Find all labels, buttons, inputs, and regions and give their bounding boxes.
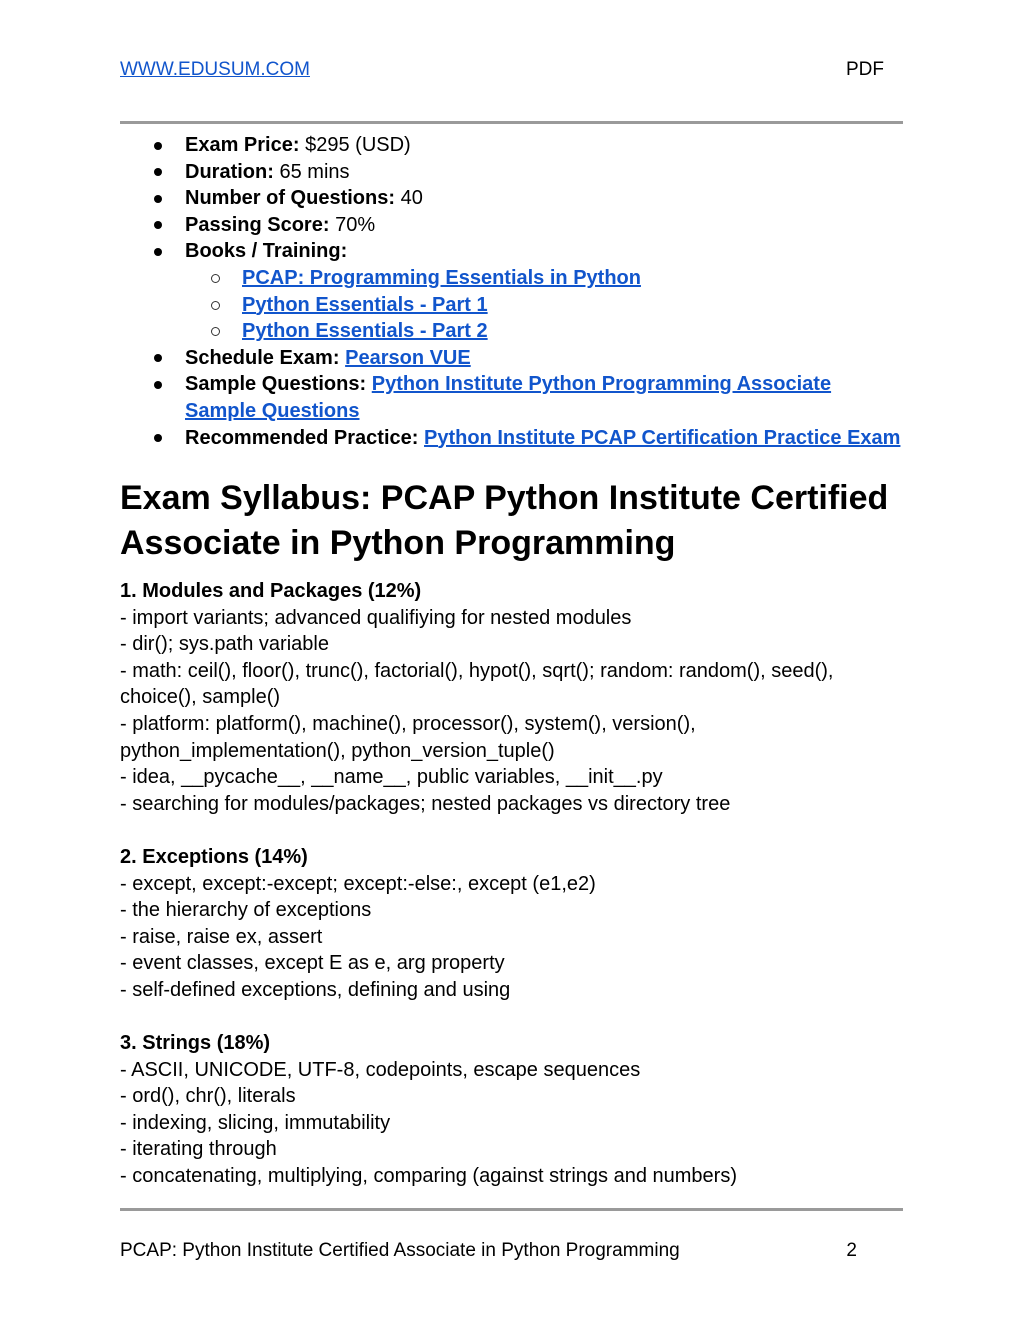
syllabus-line: - dir(); sys.path variable [120,633,329,656]
page-footer [120,1238,903,1264]
syllabus-line: - except, except:-except; except:-else:, except (e1,e2) [120,872,596,895]
bullet-icon [154,221,162,229]
section-title: 1. Modules and Packages (12%) [120,580,422,602]
book-link-item [185,318,903,345]
detail-item-schedule-exam [120,345,903,372]
detail-label: Duration: [185,160,274,183]
syllabus-line: - iterating through [120,1138,277,1161]
page-title: Exam Syllabus: PCAP Python Institute Certified Associate in Python Programming [120,479,889,562]
pearson-vue-link[interactable]: Pearson VUE [345,346,471,369]
syllabus-line: - ASCII, UNICODE, UTF-8, codepoints, escape sequences [120,1058,641,1081]
detail-value: 70% [335,213,376,236]
bullet-icon [154,354,162,362]
detail-item-passing-score [120,212,903,239]
detail-value: $295 (USD) [305,134,411,156]
section-title: 3. Strings (18%) [120,1032,271,1055]
detail-value: 40 [400,187,423,210]
doc-type-label: PDF [846,59,884,80]
detail-label: Exam Price: [185,134,300,156]
detail-label: Passing Score: [185,213,330,236]
bullet-icon [154,248,162,256]
detail-label: Sample Questions: [185,373,367,396]
syllabus-line: - platform: platform(), machine(), processor(), system(), version(), python_implementation(), python_version_tuple() [120,712,696,762]
bullet-icon [154,195,162,203]
books-training-sublist [185,265,903,345]
syllabus-line: - self-defined exceptions, defining and using [120,978,511,1001]
exam-details-list [120,132,903,451]
syllabus-line: - indexing, slicing, immutability [120,1111,391,1134]
footer-title: PCAP: Python Institute Certified Associate in Python Programming [120,1240,680,1261]
syllabus-line: - math: ceil(), floor(), trunc(), factorial(), hypot(), sqrt(); random: random(), seed(), choice(), sample() [120,659,834,709]
footer-divider [120,1208,903,1211]
detail-label: Schedule Exam: [185,346,340,369]
syllabus-line: - idea, __pycache__, __name__, public variables, __init__.py [120,766,663,789]
sample-questions-link[interactable]: Python Institute Python Programming Associate Sample Questions [185,373,832,422]
book-link-pcap-essentials[interactable]: PCAP: Programming Essentials in Python [242,266,641,289]
detail-item-books-training [120,238,903,344]
book-link-essentials-part-1[interactable]: Python Essentials - Part 1 [242,293,488,316]
detail-item-number-of-questions [120,185,903,212]
page-header [120,58,903,82]
site-link[interactable]: WWW.EDUSUM.COM [120,59,310,80]
section-title: 2. Exceptions (14%) [120,845,308,868]
bullet-icon [154,434,162,442]
bullet-icon [154,168,162,176]
detail-item-duration [120,159,903,186]
syllabus-line: - import variants; advanced qualifiying for nested modules [120,606,632,629]
section-exceptions [120,844,903,1004]
hollow-bullet-icon [211,301,220,310]
hollow-bullet-icon [211,274,220,283]
book-link-item [185,265,903,292]
detail-label: Books / Training: [185,240,348,263]
detail-value: 65 mins [279,160,350,183]
bullet-icon [154,381,162,389]
detail-label: Number of Questions: [185,187,396,210]
practice-exam-link[interactable]: Python Institute PCAP Certification Practice Exam [424,426,901,449]
detail-item-exam-price [120,132,903,159]
page-number: 2 [846,1240,857,1261]
detail-label: Recommended Practice: [185,426,419,449]
detail-item-sample-questions [120,371,875,424]
syllabus-sections [120,578,903,1216]
header-divider [120,121,903,124]
bullet-icon [154,142,162,150]
syllabus-line: - event classes, except E as e, arg property [120,952,505,975]
syllabus-line: - raise, raise ex, assert [120,925,323,948]
section-strings [120,1030,903,1190]
book-link-essentials-part-2[interactable]: Python Essentials - Part 2 [242,320,488,343]
syllabus-line: - searching for modules/packages; nested packages vs directory tree [120,792,731,815]
detail-item-recommended-practice [120,425,903,452]
book-link-item [185,292,903,319]
syllabus-line: - ord(), chr(), literals [120,1085,296,1108]
hollow-bullet-icon [211,327,220,336]
section-modules-and-packages [120,578,903,817]
syllabus-line: - concatenating, multiplying, comparing (against strings and numbers) [120,1165,737,1188]
syllabus-line: - the hierarchy of exceptions [120,899,372,922]
